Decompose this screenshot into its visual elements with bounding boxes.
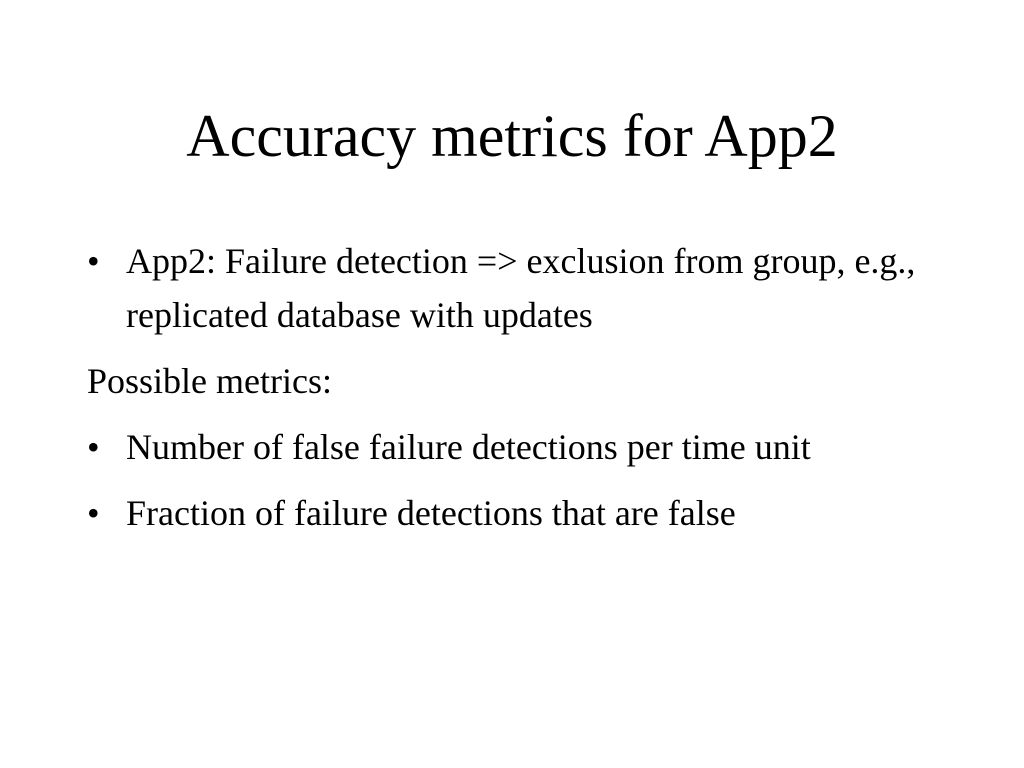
bullet-icon: • [87, 493, 100, 533]
section-label-text: Possible metrics: [87, 361, 332, 401]
bullet-text: Number of false failure detections per time unit [126, 427, 811, 467]
slide-body [87, 234, 967, 552]
bullet-item-app2 [87, 234, 967, 342]
bullet-text: Fraction of failure detections that are false [126, 493, 736, 533]
bullet-text: App2: Failure detection => exclusion from group, e.g., replicated database with updates [126, 241, 916, 335]
bullet-icon: • [87, 427, 100, 467]
bullet-item-fraction-false [87, 486, 967, 540]
bullet-item-false-detections [87, 420, 967, 474]
bullet-icon: • [87, 241, 100, 281]
slide-title: Accuracy metrics for App2 [186, 103, 838, 169]
section-label-possible-metrics [87, 354, 967, 408]
